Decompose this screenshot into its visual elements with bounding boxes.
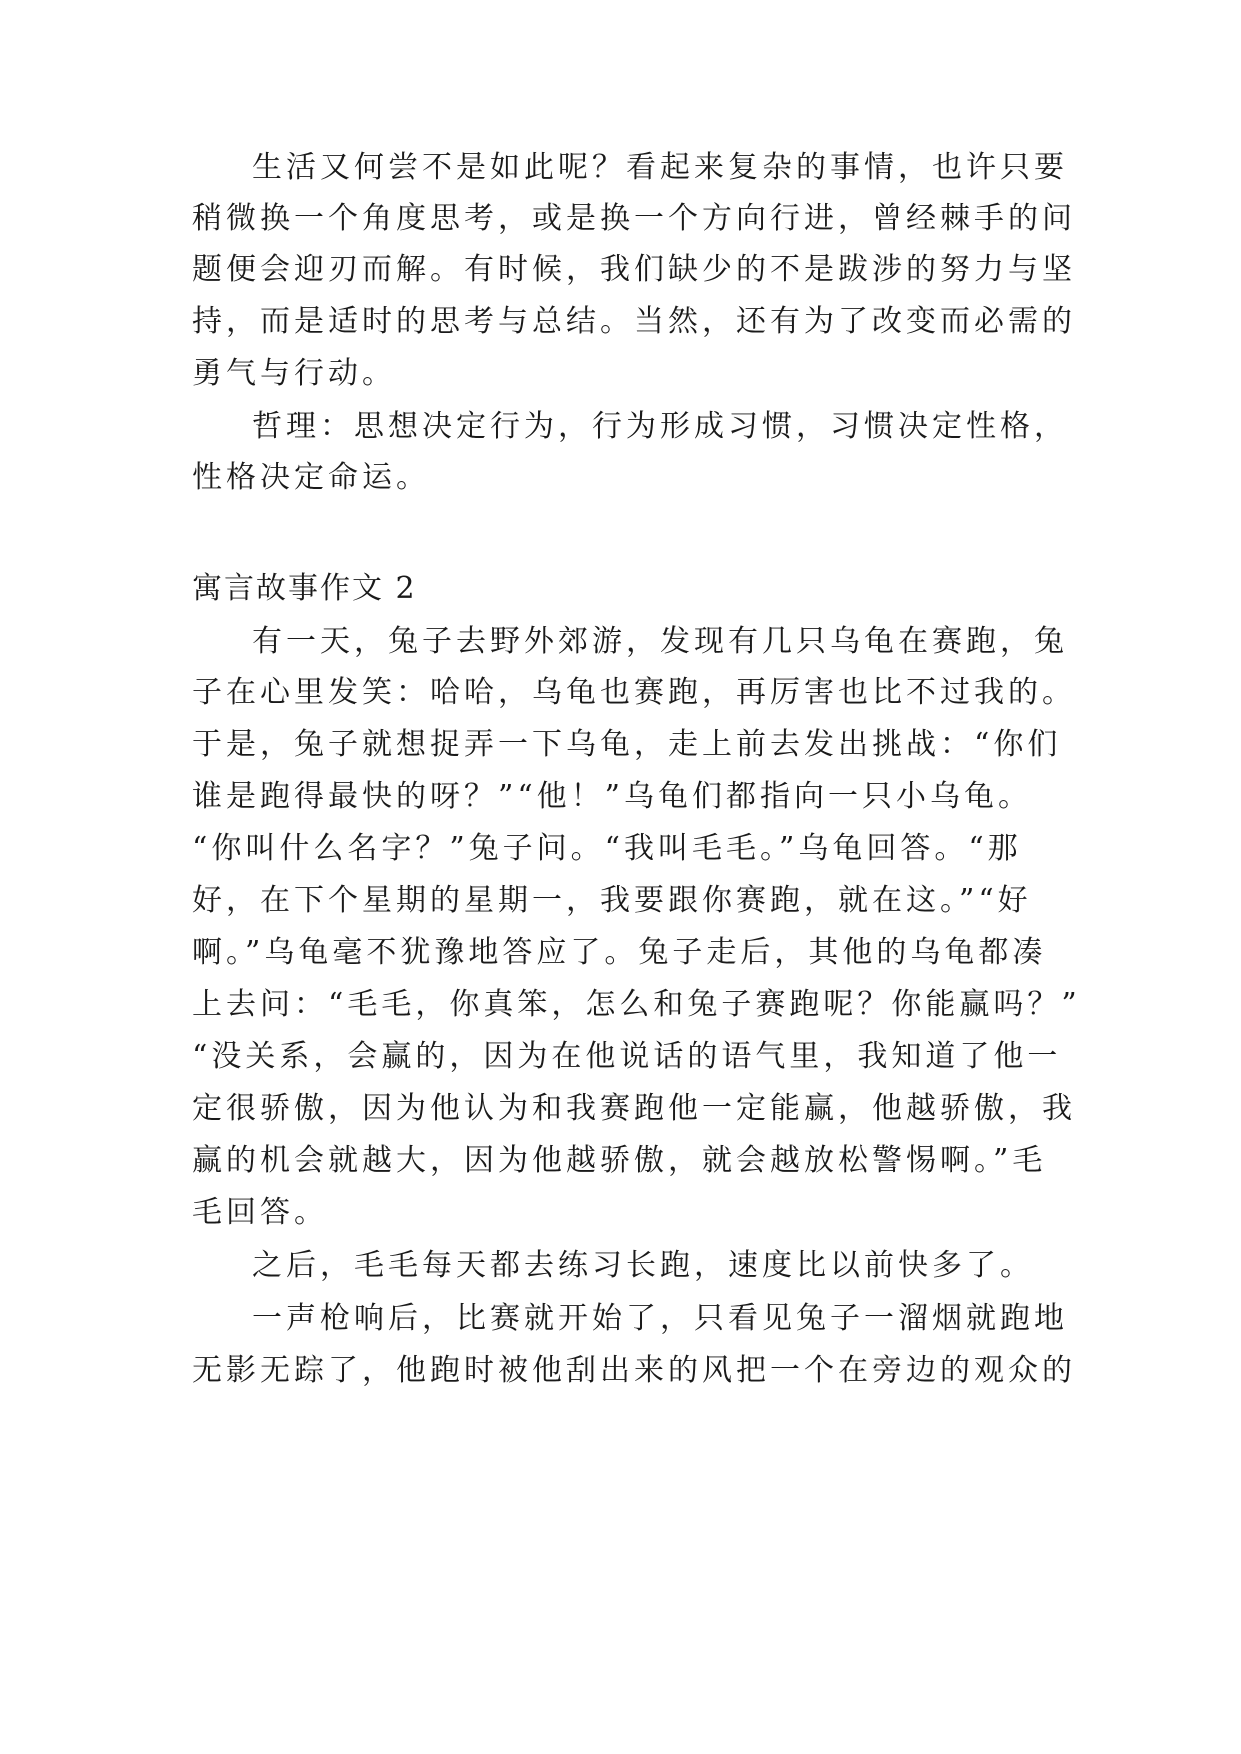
- paragraph-line: 上去问：“毛毛，你真笨，怎么和兔子赛跑呢？你能赢吗？”: [192, 987, 1081, 1022]
- paragraph-line: 哲理：思想决定行为，行为形成习惯，习惯决定性格，: [252, 409, 1068, 444]
- paragraph-line: “没关系，会赢的，因为在他说话的语气里，我知道了他一: [192, 1039, 1062, 1074]
- paragraph-line: 之后，毛毛每天都去练习长跑，速度比以前快多了。: [252, 1248, 1034, 1283]
- paragraph-line: 子在心里发笑：哈哈，乌龟也赛跑，再厉害也比不过我的。: [192, 675, 1076, 710]
- paragraph-line: 无影无踪了，他跑时被他刮出来的风把一个在旁边的观众的: [192, 1353, 1076, 1388]
- paragraph-line: “你叫什么名字？”兔子问。“我叫毛毛。”乌龟回答。“那: [192, 831, 1022, 866]
- paragraph-line: 赢的机会就越大，因为他越骄傲，就会越放松警惕啊。”毛: [192, 1143, 1047, 1178]
- paragraph-line: 持，而是适时的思考与总结。当然，还有为了改变而必需的: [192, 304, 1076, 339]
- paragraph-line: 生活又何尝不是如此呢？看起来复杂的事情，也许只要: [252, 150, 1068, 185]
- paragraph-line: 谁是跑得最快的呀？”“他！”乌龟们都指向一只小乌龟。: [192, 779, 1033, 814]
- paragraph-line: 毛回答。: [192, 1195, 328, 1230]
- paragraph-line: 啊。”乌龟毫不犹豫地答应了。兔子走后，其他的乌龟都凑: [192, 935, 1047, 970]
- section-heading: 寓言故事作文 2: [192, 571, 417, 606]
- paragraph-line: 稍微换一个角度思考，或是换一个方向行进，曾经棘手的问: [192, 201, 1076, 236]
- paragraph-line: 有一天，兔子去野外郊游，发现有几只乌龟在赛跑，兔: [252, 624, 1068, 659]
- paragraph-line: 定很骄傲，因为他认为和我赛跑他一定能赢，他越骄傲，我: [192, 1091, 1076, 1126]
- paragraph-line: 勇气与行动。: [192, 356, 396, 391]
- paragraph-line: 于是，兔子就想捉弄一下乌龟，走上前去发出挑战：“你们: [192, 727, 1062, 762]
- paragraph-line: 好，在下个星期的星期一，我要跟你赛跑，就在这。”“好: [192, 883, 1032, 918]
- paragraph-line: 一声枪响后，比赛就开始了，只看见兔子一溜烟就跑地: [252, 1301, 1068, 1336]
- paragraph-line: 题便会迎刃而解。有时候，我们缺少的不是跋涉的努力与坚: [192, 252, 1076, 287]
- paragraph-line: 性格决定命运。: [192, 460, 430, 495]
